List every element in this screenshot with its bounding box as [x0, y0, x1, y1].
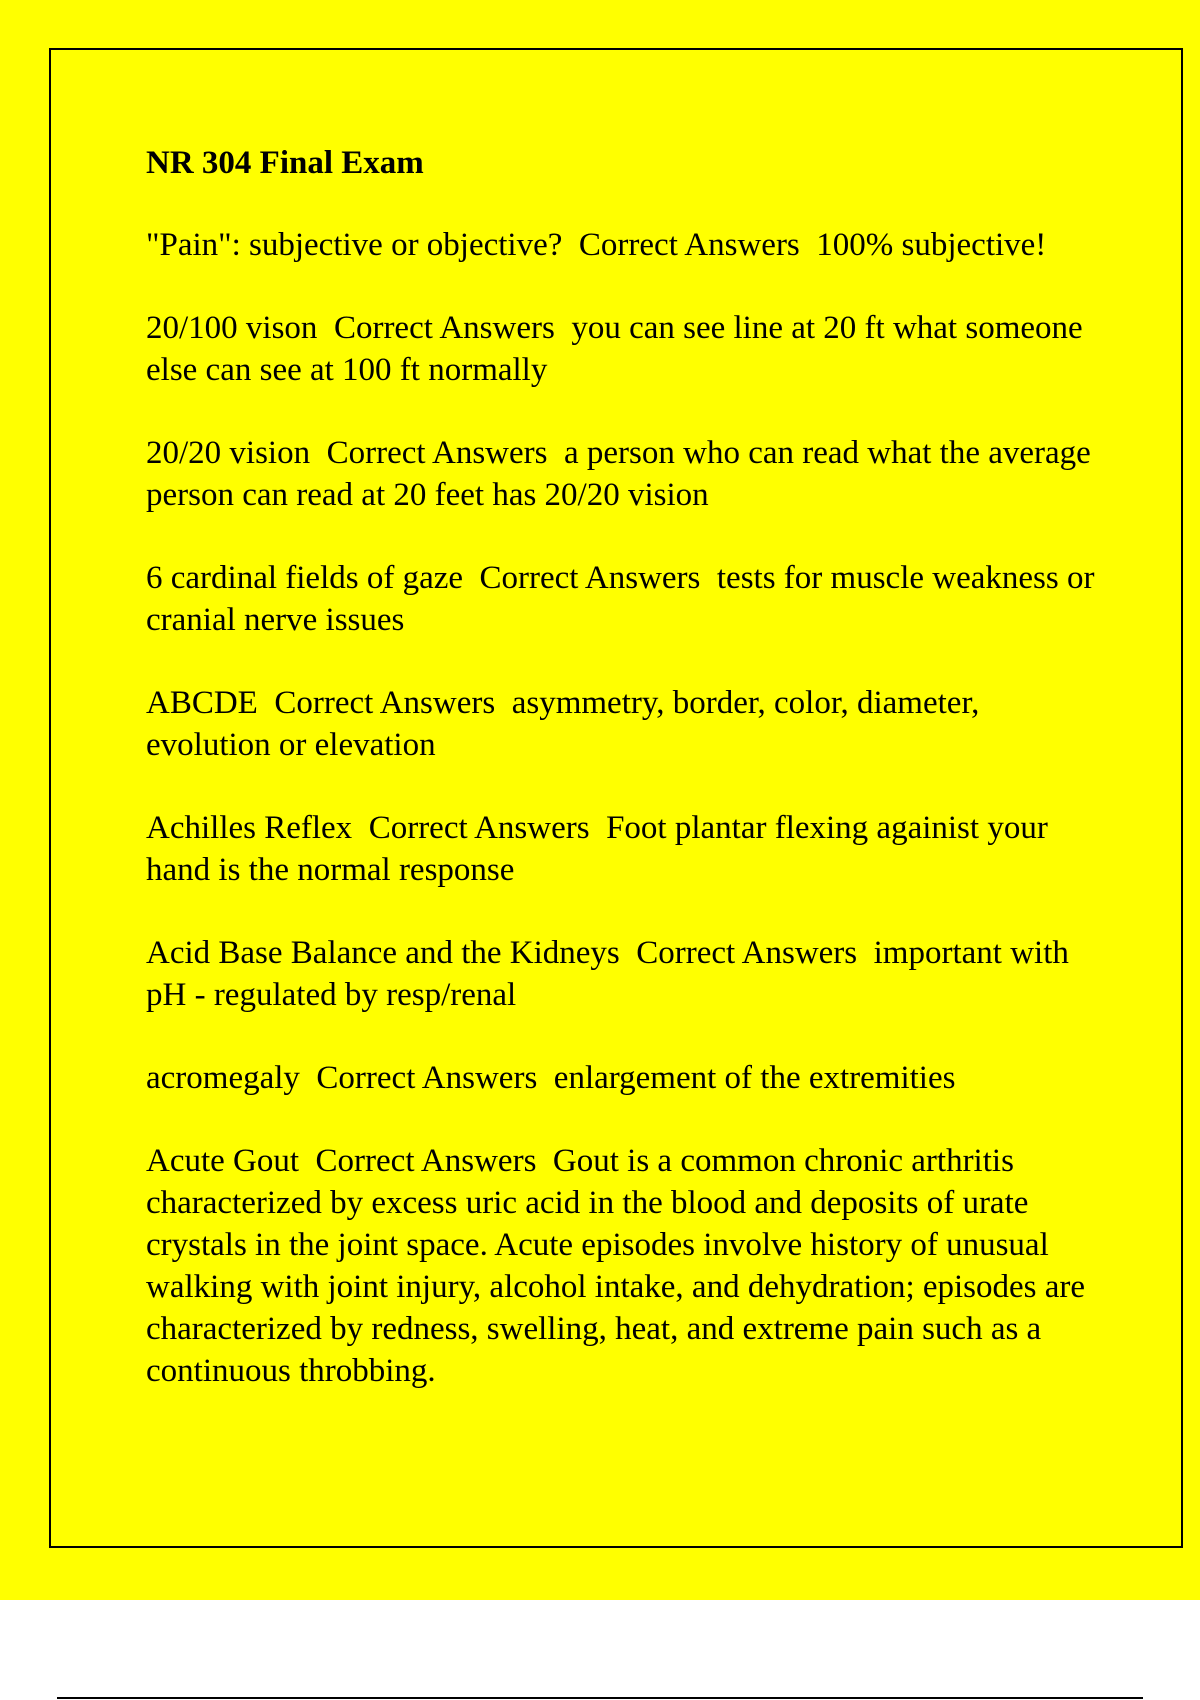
entry-answer: a person who can read what the average person can read at 20 feet has 20/20 vision — [146, 435, 1091, 513]
flashcard-entry — [146, 557, 1096, 641]
entry-answer: you can see line at 20 ft what someone else can see at 100 ft normally — [146, 310, 1083, 388]
entry-term: acromegaly — [146, 1060, 300, 1096]
document-title: NR 304 Final Exam — [146, 145, 424, 181]
entry-term: 6 cardinal fields of gaze — [146, 560, 464, 596]
footer-divider — [57, 1697, 1143, 1699]
entry-answer: important with pH - regulated by resp/renal — [146, 935, 1069, 1013]
answer-label: Correct Answers — [316, 1060, 538, 1096]
answer-label: Correct Answers — [368, 810, 590, 846]
entry-term: 20/20 vision — [146, 435, 311, 471]
entry-term: ABCDE — [146, 685, 258, 721]
entry-answer: Foot plantar flexing againist your hand is the normal response — [146, 810, 1048, 888]
entry-answer: asymmetry, border, color, diameter, evolution or elevation — [146, 685, 980, 763]
flashcard-entry — [146, 432, 1096, 516]
answer-label: Correct Answers — [636, 935, 858, 971]
entry-term: "Pain": subjective or objective? — [146, 227, 563, 263]
entry-answer: tests for muscle weakness or cranial nerve issues — [146, 560, 1095, 638]
flashcard-entry — [146, 807, 1096, 891]
entry-answer: Gout is a common chronic arthritis characterized by excess uric acid in the blood and deposits of urate crystals in the joint space. Acute episodes involve history of unusual walking with joint injury, alcohol intake, and dehydration; episodes are characterized by redness, swelling, heat, and extreme pain such as a continuous throbbing. — [146, 1143, 1086, 1389]
entry-term: 20/100 vison — [146, 310, 318, 346]
entry-answer: 100% subjective! — [816, 227, 1047, 263]
flashcard-entry — [146, 682, 1096, 766]
answer-label: Correct Answers — [274, 685, 496, 721]
entry-term: Acid Base Balance and the Kidneys — [146, 935, 620, 971]
flashcard-entry — [146, 932, 1096, 1016]
answer-label: Correct Answers — [333, 310, 555, 346]
flashcard-entry — [146, 307, 1096, 391]
flashcard-entry — [146, 224, 1096, 266]
answer-label: Correct Answers — [479, 560, 701, 596]
flashcard-entry — [146, 1057, 1096, 1099]
answer-label: Correct Answers — [326, 435, 548, 471]
entry-term: Achilles Reflex — [146, 810, 353, 846]
document-content — [146, 142, 1096, 1433]
entry-term: Acute Gout — [146, 1143, 300, 1179]
entry-answer: enlargement of the extremities — [553, 1060, 956, 1096]
flashcard-entry — [146, 1140, 1096, 1392]
answer-label: Correct Answers — [578, 227, 800, 263]
answer-label: Correct Answers — [315, 1143, 537, 1179]
